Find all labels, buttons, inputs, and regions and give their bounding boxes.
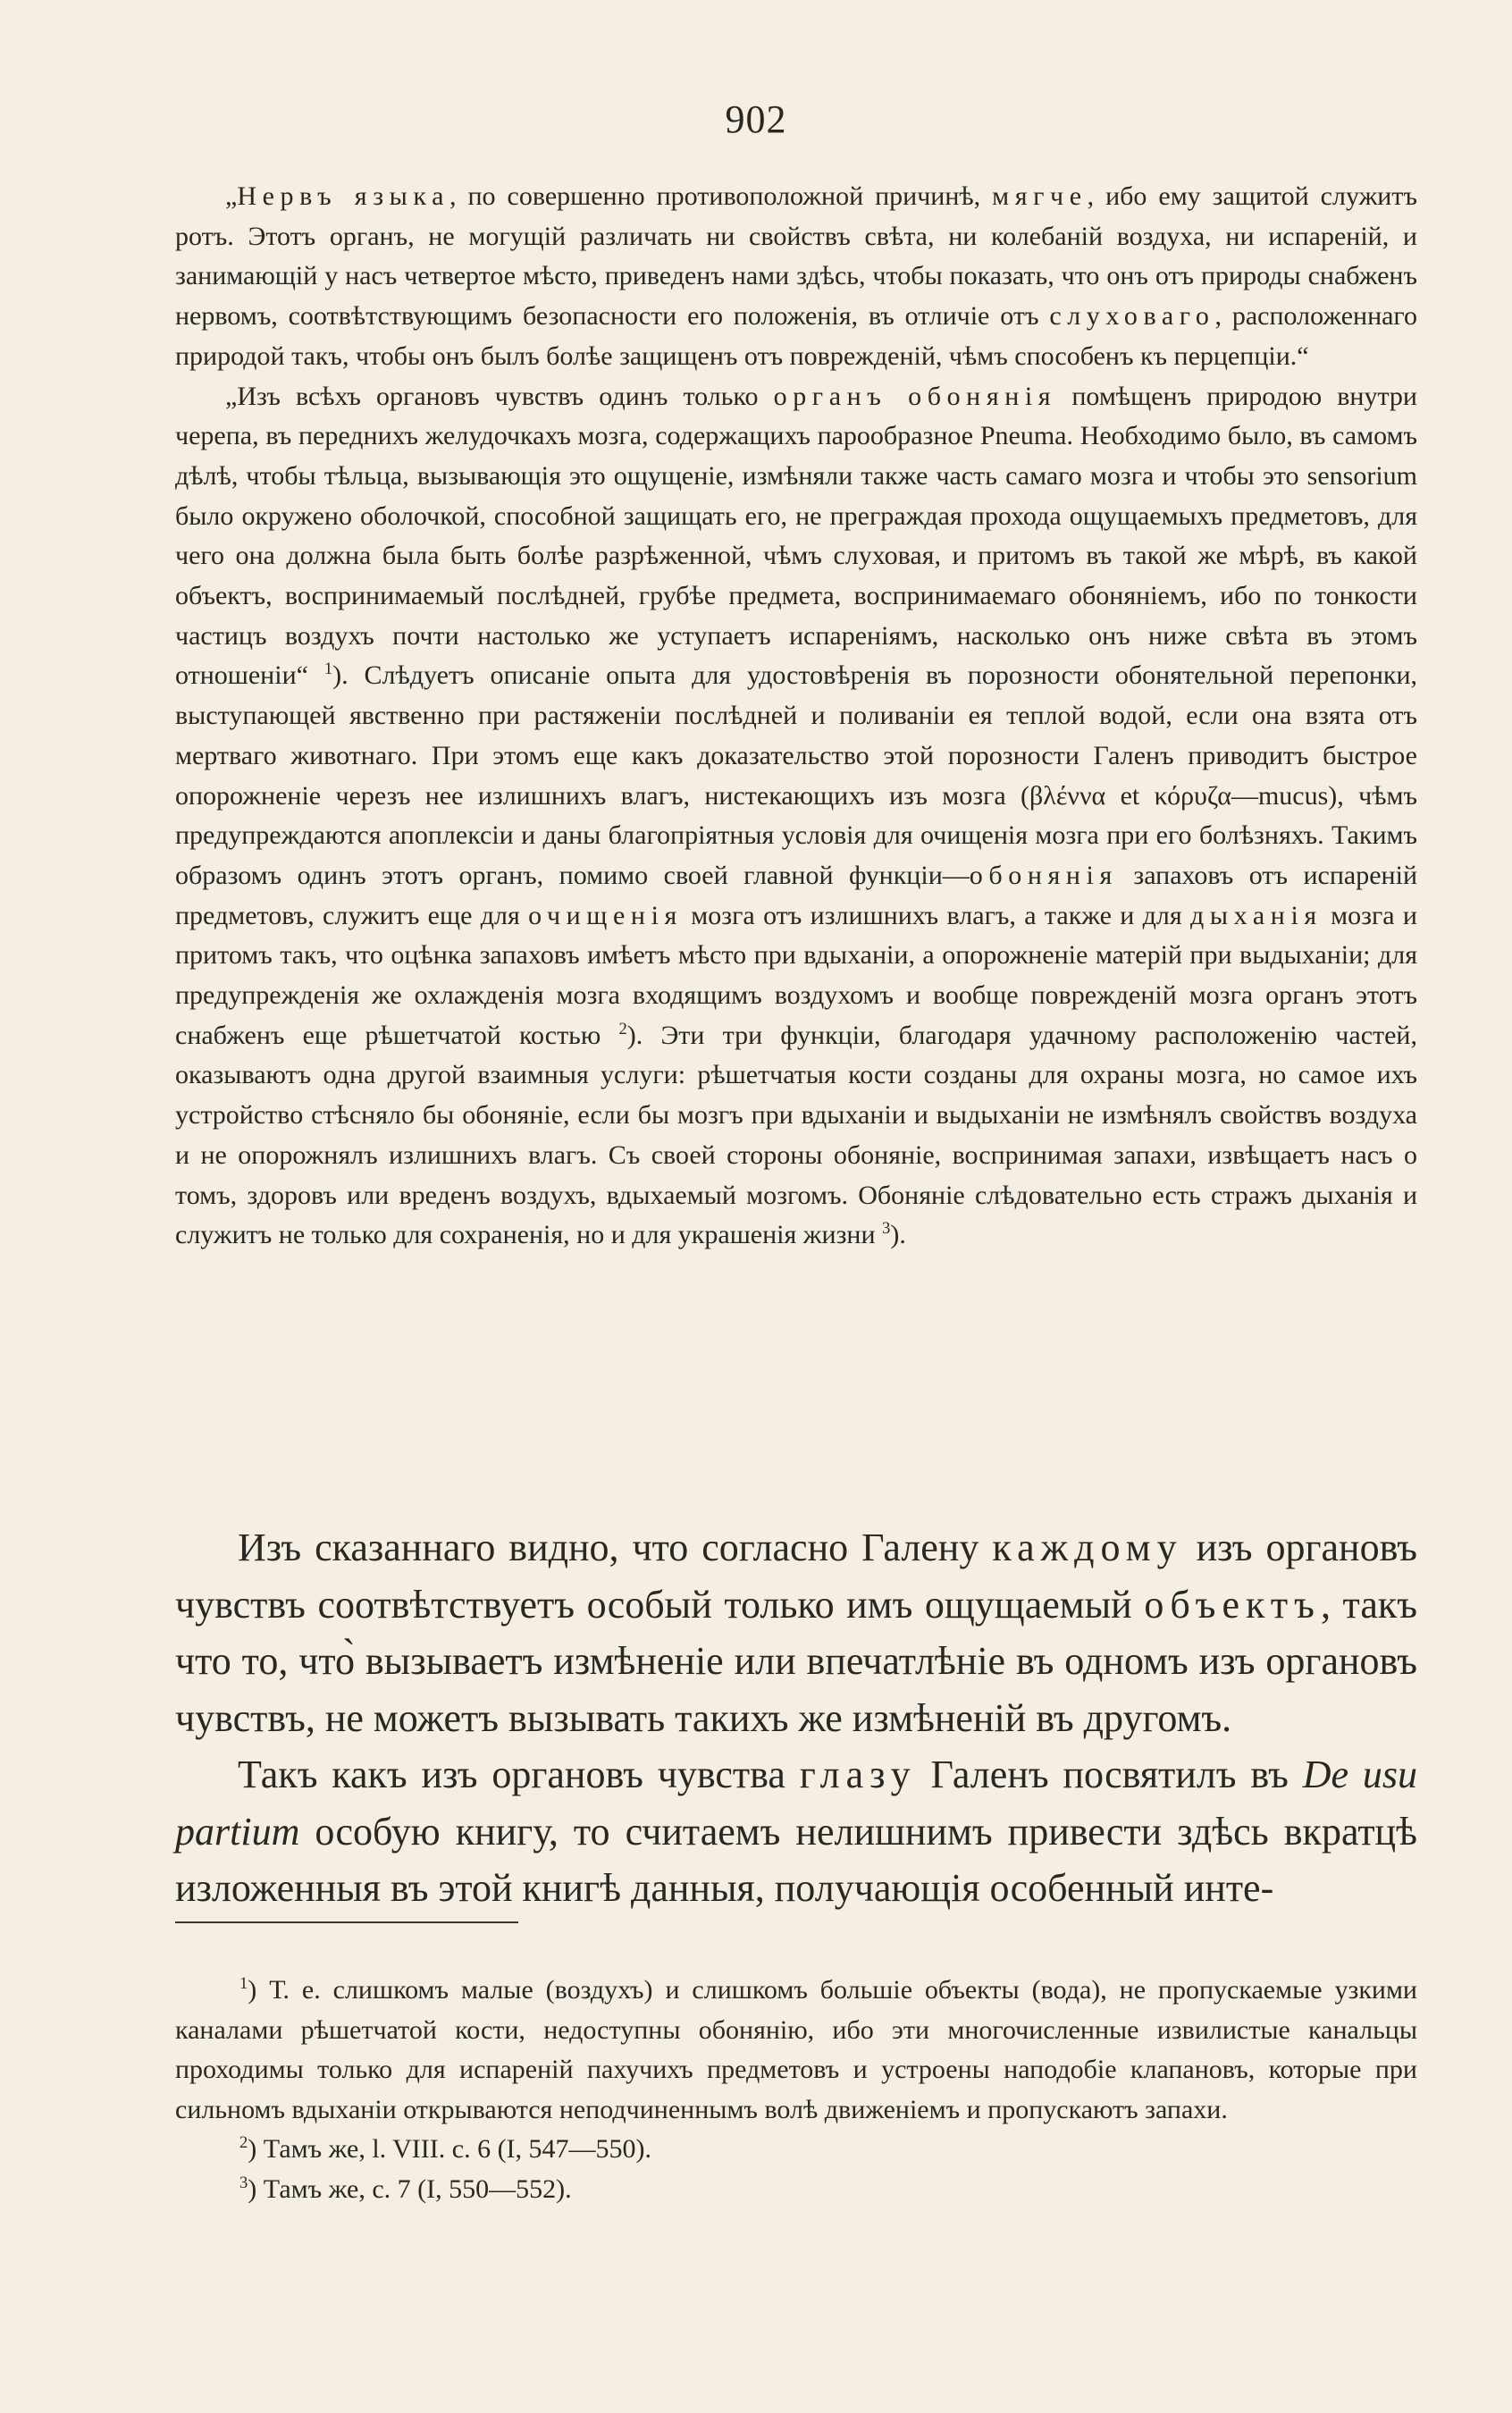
footnote-text: ) Т. е. слишкомъ малые (воздухъ) и слишкомъ большіе объекты (вода), не пропускаемые узкими каналами рѣшетчатой кости, недоступны обонянію, ибо эти многочисленные извилистые канальцы проходимы только для испареній пахучихъ предметовъ и устроены наподобіе клапановъ, которые при сильномъ вдыханіи открываются неподчиненнымъ волѣ движеніемъ и пропускаютъ запахи. bbox=[175, 1975, 1417, 2124]
spaced-term: обонянія bbox=[969, 860, 1118, 890]
text-run: особую книгу, то считаемъ нелишнимъ привести здѣсь вкратцѣ изложенныя въ этой книгѣ данныя, получающія особенный инте- bbox=[175, 1809, 1417, 1910]
text-run: ). Эти три функціи, благодаря удачному расположенію частей, оказываютъ одна другой взаимныя услуги: рѣшетчатыя кости созданы для охраны мозга, но самое ихъ устройство стѣсняло бы обоняніе, если бы мозгъ при вдыханіи и выдыханіи не измѣнялъ свойствъ воздуха и не опорожнялъ излишнихъ влагъ. Съ своей стороны обоняніе, воспринимая запахи, извѣщаетъ насъ о томъ, здоровъ или вреденъ воздухъ, вдыхаемый мозгомъ. Обоняніе слѣдовательно есть стражъ дыханія и служитъ не только для сохраненія, но и для украшенія жизни bbox=[175, 1020, 1417, 1250]
text-run: мозга и притомъ такъ, что оцѣнка запаховъ имѣетъ мѣсто при вдыханіи, а опорожненіе матерій при выдыханіи; для предупрежденія же охлажденія мозга входящимъ воздухомъ и вообще поврежденій мозга органъ этотъ снабженъ еще рѣшетчатой костью bbox=[175, 900, 1417, 1050]
quote-paragraph-tongue bbox=[175, 177, 1417, 377]
text-run: ). Слѣдуетъ описаніе опыта для удостовѣренія въ порозности обонятельной перепонки, выступающей явственно при растяженіи послѣдней и поливаніи ея теплой водой, если она взята отъ мертваго животнаго. При этомъ еще какъ доказательство этой порозности Галенъ приводитъ быстрое опорожненіе черезъ нее излишнихъ влагъ, нистекающихъ изъ мозга (βλέννα et κόρυζα—mucus), чѣмъ предупреждаются апоплексіи и даны благопріятныя условія для очищенія мозга при его болѣзняхъ. Такимъ образомъ одинъ этотъ органъ, помимо своей главной функціи— bbox=[175, 660, 1417, 890]
book-title: De usu partium bbox=[175, 1753, 1417, 1854]
spaced-term: органъ обонянія bbox=[773, 381, 1057, 411]
text-run: помѣщенъ природою внутри черепа, въ переднихъ желудочкахъ мозга, содержащихъ парообразное Pneuma. Необходимо было, въ самомъ дѣлѣ, чтобы тѣльца, вызывающія это ощущеніе, измѣняли также часть самаго мозга и чтобы это sensorium было окружено оболочкой, способной защищать его, не преграждая прохода ощущаемыхъ предметовъ, для чего она должна была быть болѣе разрѣженной, чѣмъ слуховая, и притомъ въ такой же мѣрѣ, въ какой объектъ, воспринимаемый послѣдней, грубѣе предмета, воспринимаемаго обоняніемъ, ибо по тонкости частицъ воздухъ почти настолько же уступаетъ испареніямъ, насколько онъ ниже свѣта въ этомъ отношеніи“ bbox=[175, 381, 1417, 691]
spaced-term: объектъ bbox=[1144, 1582, 1321, 1627]
text-run: „Изъ всѣхъ органовъ чувствъ одинъ только bbox=[225, 381, 774, 411]
main-text bbox=[175, 1519, 1417, 1917]
main-paragraph-senses bbox=[175, 1519, 1417, 1746]
footnote-mark: 3 bbox=[239, 2173, 248, 2192]
footnote-text: ) Тамъ же, c. 7 (I, 550—552). bbox=[248, 2173, 572, 2204]
footnote-mark: 2 bbox=[239, 2132, 248, 2152]
quote-paragraph-smell bbox=[175, 377, 1417, 1256]
text-run: запаховъ отъ испареній предметовъ, служитъ еще для bbox=[175, 860, 1417, 930]
text-run: Изъ сказаннаго видно, что согласно Галену bbox=[238, 1526, 993, 1569]
text-run: , такъ что то, что̀ вызываетъ измѣненіе или впечатлѣніе въ одномъ изъ органовъ чувствъ, не можетъ вызывать такихъ же измѣненій въ другомъ. bbox=[175, 1582, 1417, 1740]
text-run: изъ органовъ чувствъ соотвѣтствуетъ особый только имъ ощущаемый bbox=[175, 1526, 1418, 1627]
text-run: мозга отъ излишнихъ влагъ, а также и для bbox=[682, 900, 1191, 930]
page-number: 902 bbox=[725, 97, 787, 141]
spaced-term: глазу bbox=[799, 1753, 917, 1796]
spaced-term: мягче bbox=[992, 181, 1088, 211]
spaced-term: каждому bbox=[992, 1526, 1183, 1569]
quoted-passage bbox=[175, 177, 1417, 1256]
footnotes bbox=[175, 1971, 1417, 2209]
spaced-term: очищенія bbox=[528, 900, 683, 930]
text-run: Галенъ посвятилъ въ bbox=[916, 1753, 1303, 1796]
footnote-2 bbox=[175, 2130, 1417, 2170]
footnote-ref: 1 bbox=[323, 660, 333, 679]
spaced-term: дыханія bbox=[1190, 900, 1323, 930]
text-run: ). bbox=[890, 1220, 906, 1250]
text-run: Такъ какъ изъ органовъ чувства bbox=[238, 1753, 800, 1796]
quote-mark: „ bbox=[225, 181, 238, 211]
footnote-ref: 2 bbox=[618, 1019, 627, 1038]
footnote-divider bbox=[175, 1921, 518, 1923]
footnote-ref: 3 bbox=[882, 1219, 891, 1239]
spaced-term: Нервъ языка bbox=[237, 181, 450, 211]
text-run: , расположеннаго природой такъ, чтобы онъ былъ болѣе защищенъ отъ поврежденій, чѣмъ способенъ къ перцепціи.“ bbox=[175, 301, 1417, 371]
footnote-mark: 1 bbox=[239, 1973, 248, 1993]
footnote-1 bbox=[175, 1971, 1417, 2130]
footnote-3 bbox=[175, 2170, 1417, 2210]
footnote-text: ) Тамъ же, l. VIII. c. 6 (I, 547—550). bbox=[248, 2134, 652, 2164]
text-run: , ибо ему защитой служитъ ротъ. Этотъ органъ, не могущій различать ни свойствъ свѣта, ни колебаній воздуха, ни испареній, и занимающій у насъ четвертое мѣсто, приведенъ нами здѣсь, чтобы показать, что онъ отъ природы снабженъ нервомъ, соотвѣтствующимъ безопасности его положенія, въ отличіе отъ bbox=[175, 181, 1417, 332]
spaced-term: слуховаго bbox=[1049, 301, 1215, 332]
text-run: , по совершенно противоположной причинѣ, bbox=[449, 181, 993, 211]
main-paragraph-eye bbox=[175, 1746, 1417, 1917]
